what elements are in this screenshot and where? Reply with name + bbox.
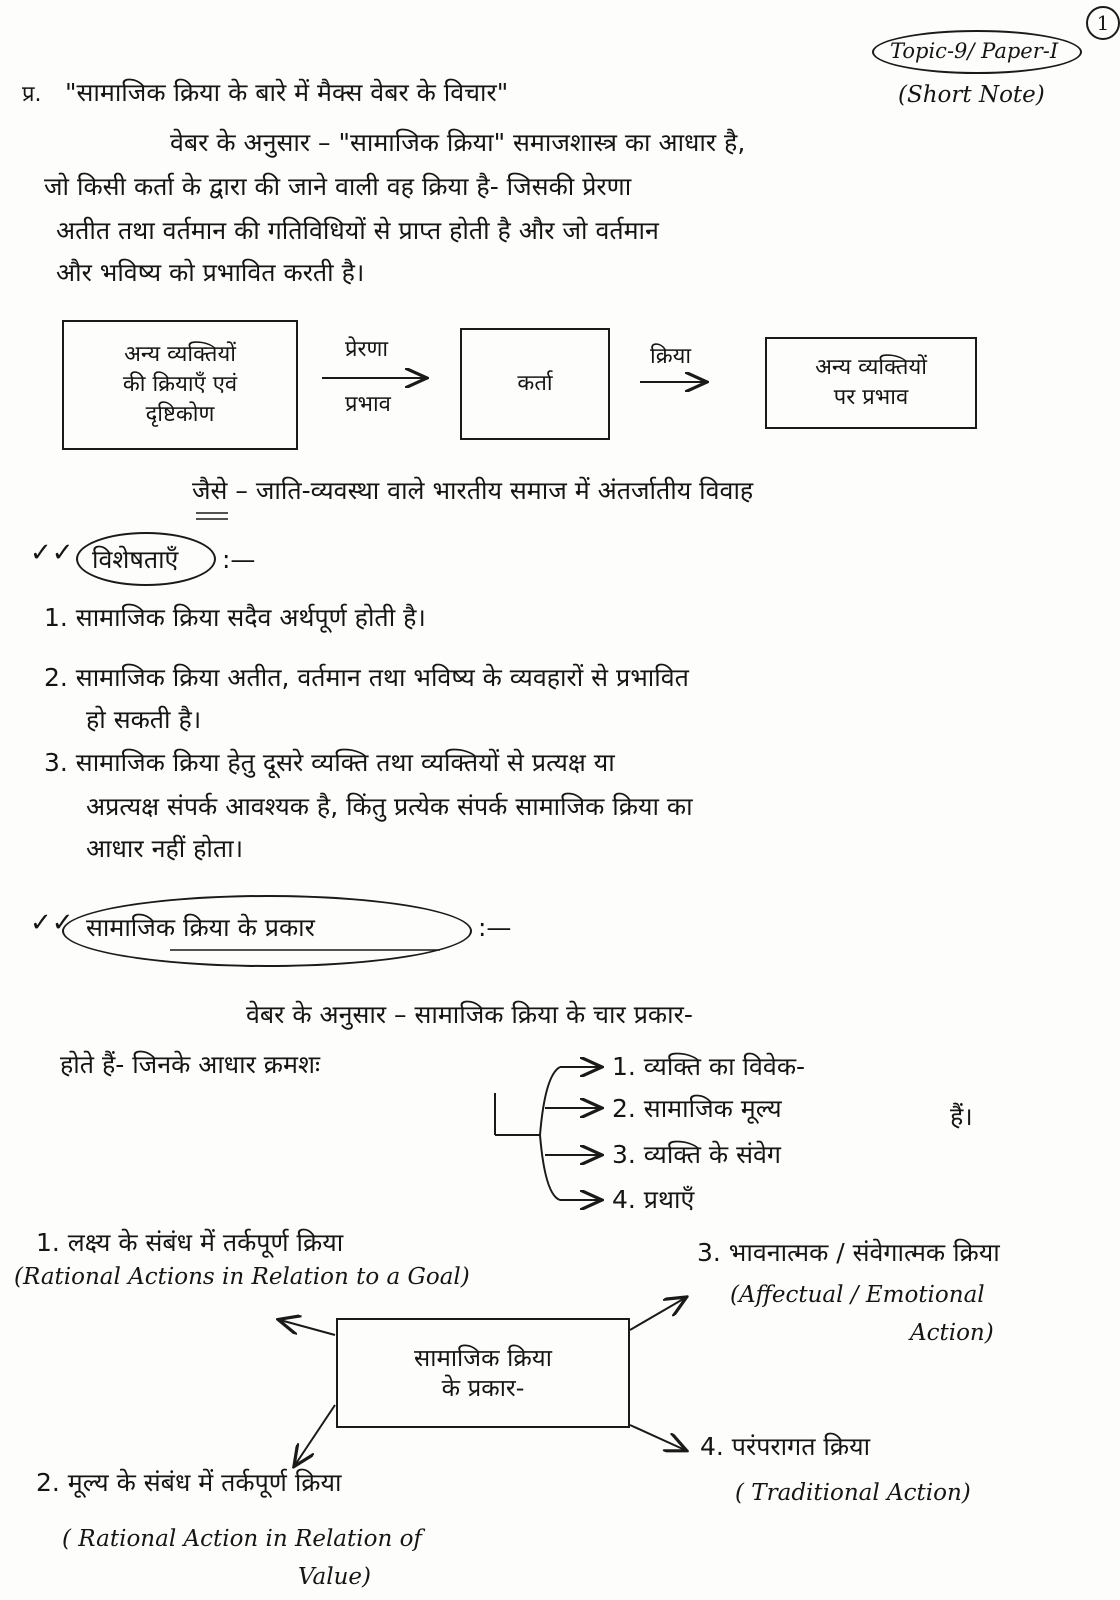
types-heading: सामाजिक क्रिया के प्रकार [86,913,315,942]
question-marker: प्र. [22,82,42,107]
intro-line-3: अतीत तथा वर्तमान की गतिविधियों से प्राप्त होती है और जो वर्तमान [56,216,659,245]
basis-item-1: 1. व्यक्ति का विवेक- [612,1052,806,1081]
basis-item-4: 4. प्रथाएँ [612,1185,695,1214]
type-1-hindi: 1. लक्ष्य के संबंध में तर्कपूर्ण क्रिया [36,1228,344,1257]
flow-arrow1-top-label: प्रेरणा [345,337,389,362]
intro-line-1: वेबर के अनुसार – "सामाजिक क्रिया" समाजशास्त्र का आधार है, [170,128,746,157]
page-title: "सामाजिक क्रिया के बारे में मैक्स वेबर के विचार" [65,78,509,107]
flow-box-others-actions: अन्य व्यक्तियों की क्रियाएँ एवं दृष्टिकोण [62,320,298,450]
type-3-english-line-1: (Affectual / Emotional [730,1282,985,1308]
types-heading-suffix: :— [478,913,512,942]
title-note: (Short Note) [898,82,1045,108]
type-2-english-line-2: Value) [298,1564,371,1590]
check-mark-icon: ✓✓ [30,908,74,938]
types-center-box: सामाजिक क्रिया के प्रकार- [336,1318,630,1428]
feature-item-3-line-1: 3. सामाजिक क्रिया हेतु दूसरे व्यक्ति तथा व्यक्तियों से प्रत्यक्ष या [44,748,615,777]
feature-item-3-line-3: आधार नहीं होता। [86,834,244,863]
intro-line-4: और भविष्य को प्रभावित करती है। [56,258,365,287]
type-3-hindi: 3. भावनात्मक / संवेगात्मक क्रिया [697,1238,1000,1267]
flow-arrow2-top-label: क्रिया [650,344,692,369]
intro-line-2: जो किसी कर्ता के द्वारा की जाने वाली वह क्रिया है- जिसकी प्रेरणा [44,172,632,201]
check-mark-icon: ✓✓ [30,538,74,568]
types-line-1: वेबर के अनुसार – सामाजिक क्रिया के चार प्रकार- [246,1000,693,1029]
flow-arrow1-bottom-label: प्रभाव [345,392,391,417]
features-heading: विशेषताएँ [92,545,179,574]
feature-item-2-line-1: 2. सामाजिक क्रिया अतीत, वर्तमान तथा भविष्य के व्यवहारों से प्रभावित [44,663,689,692]
type-4-hindi: 4. परंपरागत क्रिया [700,1432,871,1461]
type-4-english: ( Traditional Action) [735,1480,971,1506]
bases-suffix: हैं। [950,1102,973,1131]
feature-item-2-line-2: हो सकती है। [86,705,202,734]
example-text: जैसे – जाति-व्यवस्था वाले भारतीय समाज में अंतर्जातीय विवाह [192,476,754,505]
feature-item-3-line-2: अप्रत्यक्ष संपर्क आवश्यक है, किंतु प्रत्येक संपर्क सामाजिक क्रिया का [86,792,693,821]
types-line-2: होते हैं- जिनके आधार क्रमशः [60,1050,321,1079]
flow-box-actor: कर्ता [460,328,610,440]
features-heading-suffix: :— [222,545,256,574]
type-2-hindi: 2. मूल्य के संबंध में तर्कपूर्ण क्रिया [36,1468,342,1497]
type-2-english-line-1: ( Rational Action in Relation of [62,1526,422,1552]
page-number: 1 [1086,6,1120,40]
topic-tag: Topic-9/ Paper-I [890,39,1059,63]
flow-box-effect: अन्य व्यक्तियों पर प्रभाव [765,337,977,429]
type-3-english-line-2: Action) [910,1320,994,1346]
feature-item-1: 1. सामाजिक क्रिया सदैव अर्थपूर्ण होती है। [44,603,426,632]
basis-item-3: 3. व्यक्ति के संवेग [612,1140,781,1169]
basis-item-2: 2. सामाजिक मूल्य [612,1094,782,1123]
type-1-english: (Rational Actions in Relation to a Goal) [14,1264,470,1290]
